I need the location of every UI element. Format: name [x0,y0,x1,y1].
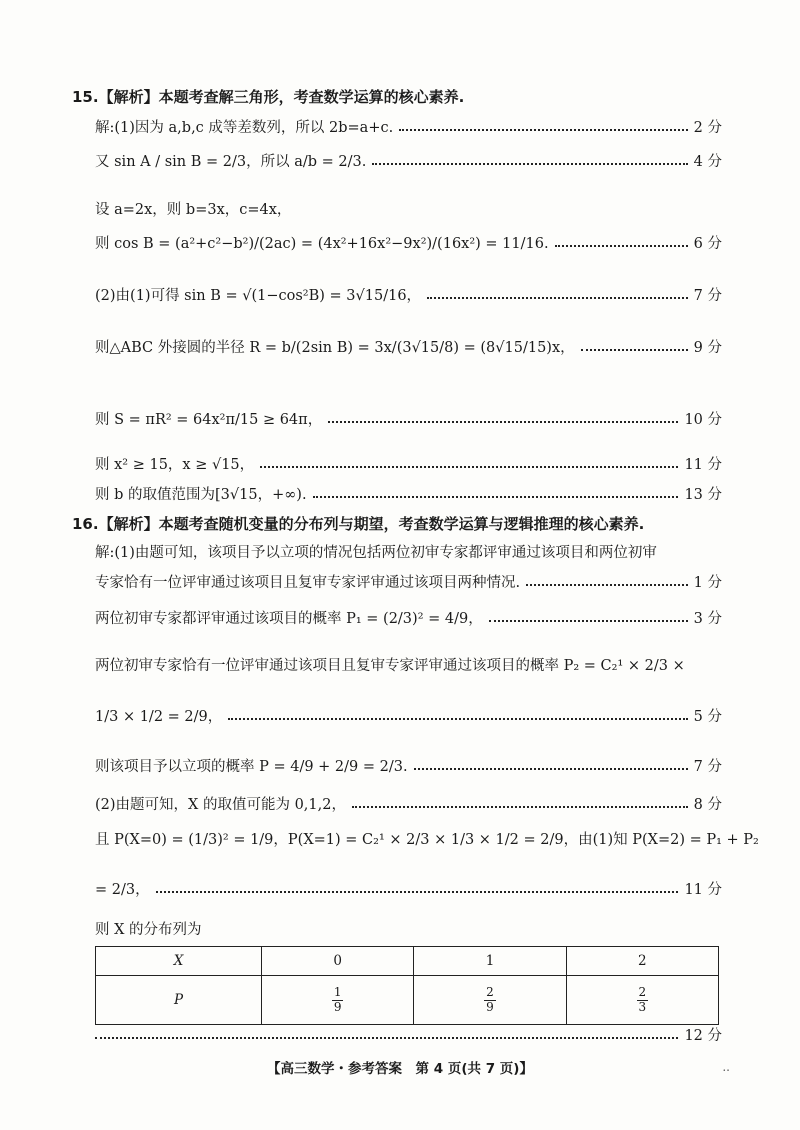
solution-text: 则该项目予以立项的概率 P = 4/9 + 2/9 = 2/3. [95,759,408,775]
score: 13 分 [684,487,722,503]
solution-text: 1/3 × 1/2 = 2/9， [95,709,223,725]
score: 3 分 [693,611,722,627]
fraction-numerator: 2 [638,984,647,999]
dot-leader [581,349,688,351]
score: 2 分 [693,120,722,136]
dot-leader [555,245,688,247]
problem16-line [95,755,722,776]
score: 5 分 [693,709,722,725]
dot-leader [526,584,688,586]
dot-leader [95,1037,678,1039]
score: 12 分 [684,1028,722,1044]
solution-text: 则 S = πR² = 64x²π/15 ≥ 64π， [95,412,323,428]
dot-leader [313,496,679,498]
solution-text: 两位初审专家恰有一位评审通过该项目且复审专家评审通过该项目的概率 P₂ = C₂¹ × 2/3 × [95,658,685,674]
problem15-line [95,483,722,504]
problem15-line [95,408,722,429]
fraction-denominator: 9 [486,999,494,1014]
solution-text: 设 a=2x，则 b=3x，c=4x， [95,202,292,218]
problem15-line [95,116,722,137]
table-cell-p-0 [262,976,414,1025]
solution-text: 则 b 的取值范围为[3√15，+∞). [95,487,307,503]
dot-leader [328,421,678,423]
dot-leader [228,718,687,720]
problem16-line [95,607,722,628]
final-score-line [95,1024,722,1045]
problem16-line [95,793,722,814]
problem16-line [95,571,722,592]
table-cell-x-label: X [96,947,262,976]
problem16-line [95,654,722,675]
solution-text: 则 cos B = (a²+c²−b²)/(2ac) = (4x²+16x²−9x²)/(16x²) = 11/16. [95,236,549,252]
table-cell-x-1: 1 [414,947,566,976]
solution-text: 且 P(X=0) = (1/3)² = 1/9，P(X=1) = C₂¹ × 2/3 × 1/3 × 1/2 = 2/9，由(1)知 P(X=2) = P₁ + P₂ [95,832,759,848]
table-row-probabilities [96,976,719,1025]
problem16-line [95,541,722,562]
page-footer: 【高三数学・参考答案 第 4 页(共 7 页)】 [267,1061,533,1077]
dot-leader [399,129,687,131]
score: 7 分 [693,759,722,775]
problem16-line [95,828,759,849]
score: 1 分 [693,575,722,591]
problem-16-heading: 16.【解析】本题考查随机变量的分布列与期望，考查数学运算与逻辑推理的核心素养. [72,515,645,533]
table-caption: 则 X 的分布列为 [95,922,202,938]
table-cell-x-2: 2 [566,947,718,976]
problem15-line [95,198,722,219]
solution-text: 解:(1)由题可知，该项目予以立项的情况包括两位初审专家都评审通过该项目和两位初审 [95,545,657,561]
table-cell-p-label: P [96,976,262,1025]
dot-leader [414,768,688,770]
distribution-table [95,946,719,1025]
score: 9 分 [693,340,722,356]
fraction-numerator: 2 [486,984,494,999]
problem15-line [95,284,722,305]
solution-text: 解:(1)因为 a,b,c 成等差数列，所以 2b=a+c. [95,120,394,136]
problem-15-heading: 15.【解析】本题考查解三角形，考查数学运算的核心素养. [72,88,465,106]
score: 7 分 [693,288,722,304]
table-row-values [96,947,719,976]
problem15-line [95,150,722,171]
solution-text: 又 sin A / sin B = 2/3，所以 a/b = 2/3. [95,154,367,170]
solution-text: (2)由(1)可得 sin B = √(1−cos²B) = 3√15/16， [95,288,422,304]
score: 10 分 [684,412,722,428]
problem16-line [95,705,722,726]
score: 6 分 [693,236,722,252]
solution-text: 两位初审专家都评审通过该项目的概率 P₁ = (2/3)² = 4/9， [95,611,483,627]
score: 4 分 [693,154,722,170]
solution-text: 则△ABC 外接圆的半径 R = b/(2sin B) = 3x/(3√15/8) = (8√15/15)x， [95,340,575,356]
problem15-line [95,232,722,253]
score: 11 分 [684,457,722,473]
score: 8 分 [693,797,722,813]
solution-text: = 2/3， [95,882,150,898]
dot-leader [372,163,687,165]
solution-text: 专家恰有一位评审通过该项目且复审专家评审通过该项目两种情况. [95,575,521,591]
fraction-denominator: 3 [638,999,647,1014]
table-cell-p-1 [414,976,566,1025]
table-cell-x-0: 0 [262,947,414,976]
solution-text: (2)由题可知，X 的取值可能为 0,1,2， [95,797,346,813]
problem16-line [95,878,722,899]
table-cell-p-2 [566,976,718,1025]
solution-text: 则 x² ≥ 15，x ≥ √15， [95,457,255,473]
dot-leader [489,620,688,622]
dot-leader [156,891,679,893]
fraction-numerator: 1 [333,984,342,999]
problem15-line [95,336,722,357]
score: 11 分 [684,882,722,898]
fraction-denominator: 9 [333,999,342,1014]
corner-mark: .. [722,1060,730,1074]
dot-leader [427,297,688,299]
dot-leader [352,806,688,808]
problem15-line [95,453,722,474]
dot-leader [260,466,678,468]
